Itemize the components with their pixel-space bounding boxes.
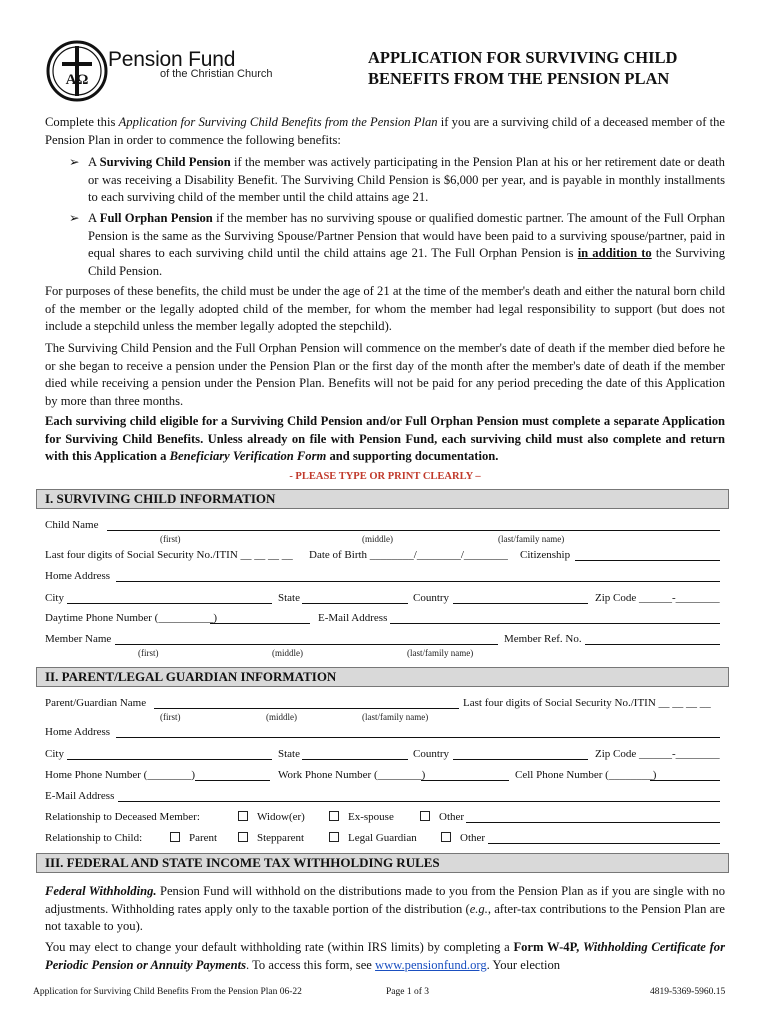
guardian-home-address-field[interactable]: [116, 737, 720, 738]
guardian-zip-field[interactable]: Zip Code ______-________: [595, 748, 720, 760]
org-subtitle: of the Christian Church: [160, 68, 273, 80]
other-child-field[interactable]: [488, 843, 720, 844]
other-child-label: Other: [460, 832, 486, 844]
citizenship-field[interactable]: [575, 560, 720, 561]
exspouse-label: Ex-spouse: [348, 811, 394, 823]
child-phone-number-line[interactable]: [210, 623, 310, 624]
child-city-label: City: [45, 592, 64, 604]
eligibility-paragraph: For purposes of these benefits, the child must be under the age of 21 at the time of the member's death and either the natural born child of the member or the legally adopted child of the member, for whom the member had legal responsibility to support (but does not include a stepchild unless the member legally adopted the stepchild).: [45, 284, 725, 334]
other-member-checkbox[interactable]: [420, 811, 430, 821]
relationship-member-label: Relationship to Deceased Member:: [45, 811, 200, 823]
child-name-label: Child Name: [45, 519, 99, 531]
work-phone-number-line[interactable]: [421, 780, 509, 781]
federal-withholding-paragraph: Federal Withholding. Pension Fund will withhold on the distributions made to you from the Pension Plan as if you are single with no adjustments. Withholding rates apply only to the taxable portion of the distribution (e.g., after-tax contributions to the Pension Plan are not taxable to you).: [45, 884, 726, 934]
parent-checkbox[interactable]: [170, 832, 180, 842]
footer-doc-id: 4819-5369-5960.15: [650, 987, 726, 997]
sub-first: (first): [160, 534, 181, 544]
guardian-country-field[interactable]: [453, 759, 588, 760]
work-phone-field[interactable]: Work Phone Number (________): [278, 769, 426, 781]
guardian-name-label: Parent/Guardian Name: [45, 697, 147, 709]
cell-phone-field[interactable]: Cell Phone Number (________): [515, 769, 657, 781]
commencement-paragraph: The Surviving Child Pension and the Full Orphan Pension will commence on the member's date of death if the member died before he or she began to receive a pension under the Pension Plan or the first day of the month after the member's date of death if the member died while receiving a pension under the Pension Plan. Benefits will not be paid for any period preceding the date of this Application by more than three months.: [45, 341, 725, 408]
guardian-home-address-label: Home Address: [45, 726, 111, 738]
section-1-heading: I. SURVIVING CHILD INFORMATION: [36, 489, 729, 509]
footer-form-name: Application for Surviving Child Benefits From the Pension Plan 06-22: [33, 987, 302, 997]
member-name-field[interactable]: [115, 644, 498, 645]
relationship-child-label: Relationship to Child:: [45, 832, 143, 844]
separate-application-paragraph: Each surviving child eligible for a Surviving Child Pension and/or Full Orphan Pension must complete a separate Application for Surviving Child Benefits. Unless already on file with Pension Fund, each surviving child must also complete and return with this Application a Beneficiary Verification Form and supporting documentation.: [45, 414, 725, 464]
guardian-country-label: Country: [413, 748, 450, 760]
guardian-city-field[interactable]: [67, 759, 272, 760]
bullet-full-orphan: ➢ A Full Orphan Pension if the member has no surviving spouse or qualified domestic partner. The amount of the Full Orphan Pension is the same as the Surviving Spouse/Partner Pension that would have been paid to a surviving spouse/partner, paid in equal shares to each surviving child until the child attains age 21. The Full Orphan Pension is in addition to the Surviving Child Pension.: [69, 211, 725, 278]
home-phone-number-line[interactable]: [195, 780, 270, 781]
child-city-field[interactable]: [67, 603, 272, 604]
bullet-arrow-icon: ➢: [69, 211, 80, 225]
child-ssn-field[interactable]: Last four digits of Social Security No./ITIN __ __ __ __: [45, 549, 293, 561]
other-child-checkbox[interactable]: [441, 832, 451, 842]
home-phone-field[interactable]: Home Phone Number (________): [45, 769, 196, 781]
sub-last: (last/family name): [407, 648, 474, 658]
child-email-field[interactable]: [390, 623, 720, 624]
guardian-email-field[interactable]: [118, 801, 720, 802]
child-state-label: State: [278, 592, 300, 604]
other-member-label: Other: [439, 811, 465, 823]
sub-first: (first): [138, 648, 159, 658]
sub-first: (first): [160, 712, 181, 722]
child-phone-field[interactable]: Daytime Phone Number (__________): [45, 612, 217, 624]
section-3-heading: III. FEDERAL AND STATE INCOME TAX WITHHOLDING RULES: [36, 853, 729, 873]
bullet-surviving-child: ➢ A Surviving Child Pension if the member was actively participating in the Pension Plan at his or her retirement date or death or was receiving a Disability Benefit. The Surviving Child Pension is $6,000 per year, and is payable in monthly installments to each surviving child of the member until the child attains age 21.: [69, 155, 725, 205]
stepparent-label: Stepparent: [257, 832, 305, 844]
sub-middle: (middle): [362, 534, 393, 544]
parent-label: Parent: [189, 832, 218, 844]
document-title: APPLICATION FOR SURVIVING CHILD BENEFITS FROM THE PENSION PLAN: [368, 48, 678, 88]
legal-guardian-checkbox[interactable]: [329, 832, 339, 842]
widow-checkbox[interactable]: [238, 811, 248, 821]
pensionfund-link[interactable]: www.pensionfund.org: [375, 957, 487, 972]
sub-middle: (middle): [272, 648, 303, 658]
child-zip-field[interactable]: Zip Code ______-________: [595, 592, 720, 604]
sub-middle: (middle): [266, 712, 297, 722]
child-home-address-label: Home Address: [45, 570, 111, 582]
child-state-field[interactable]: [302, 603, 408, 604]
sub-last: (last/family name): [362, 712, 429, 722]
guardian-city-label: City: [45, 748, 64, 760]
child-country-field[interactable]: [453, 603, 588, 604]
footer-page-number: Page 1 of 3: [386, 987, 430, 997]
member-ref-label: Member Ref. No.: [504, 633, 582, 645]
guardian-email-label: E-Mail Address: [45, 790, 115, 802]
other-member-field[interactable]: [466, 822, 720, 823]
child-email-label: E-Mail Address: [318, 612, 388, 624]
guardian-name-field[interactable]: [154, 708, 459, 709]
cell-phone-number-line[interactable]: [650, 780, 720, 781]
section-2-heading: II. PARENT/LEGAL GUARDIAN INFORMATION: [36, 667, 729, 687]
pension-fund-logo: [46, 40, 108, 102]
org-name: Pension Fund: [108, 48, 236, 71]
print-clearly-note: - PLEASE TYPE OR PRINT CLEARLY –: [289, 471, 481, 482]
guardian-state-label: State: [278, 748, 300, 760]
child-name-field[interactable]: [107, 530, 720, 531]
legal-guardian-label: Legal Guardian: [348, 832, 417, 844]
sub-last: (last/family name): [498, 534, 565, 544]
exspouse-checkbox[interactable]: [329, 811, 339, 821]
widow-label: Widow(er): [257, 811, 305, 823]
guardian-ssn-field[interactable]: Last four digits of Social Security No./ITIN __ __ __ __: [463, 697, 711, 709]
bullet-arrow-icon: ➢: [69, 155, 80, 169]
child-dob-field[interactable]: Date of Birth ________/________/________: [309, 549, 508, 561]
member-ref-field[interactable]: [585, 644, 720, 645]
citizenship-label: Citizenship: [520, 549, 571, 561]
guardian-state-field[interactable]: [302, 759, 408, 760]
member-name-label: Member Name: [45, 633, 112, 645]
logo-letters: AΩ: [65, 72, 89, 88]
w4p-paragraph: You may elect to change your default withholding rate (within IRS limits) by completing a Form W-4P, Withholding Certificate for Periodic Pension or Annuity Payments. To access this form, see www.pensionfund.org. Your election: [45, 940, 725, 972]
child-home-address-field[interactable]: [116, 581, 720, 582]
child-country-label: Country: [413, 592, 450, 604]
intro-paragraph: Complete this Application for Surviving Child Benefits from the Pension Plan if you are a surviving child of a deceased member of the Pension Plan in order to commence the following benefits:: [45, 115, 725, 147]
stepparent-checkbox[interactable]: [238, 832, 248, 842]
